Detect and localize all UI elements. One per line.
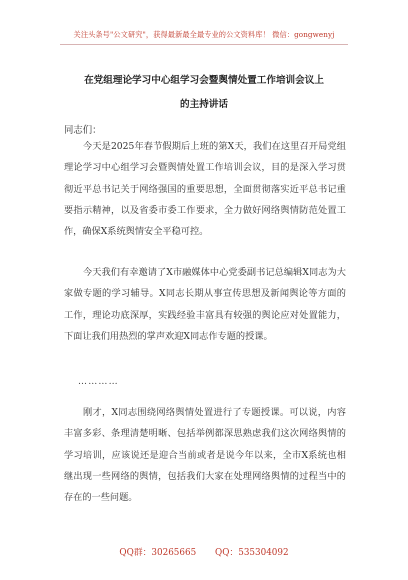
greeting: 同志们： xyxy=(64,125,102,136)
document-title-line-1: 在党组理论学习中心组学习会暨舆情处置工作培训会议上 xyxy=(84,75,324,86)
header-divider xyxy=(60,44,348,45)
header-promo-note: 关注头条号"公文研究"，获得最新最全最专业的公文资料库！ 微信：gongwenyj xyxy=(73,30,335,39)
footer-qq-number: QQ：535304092 xyxy=(215,548,289,558)
ellipsis-separator: ………… xyxy=(78,377,119,387)
body-paragraph-3: 刚才，X同志围绕网络舆情处置进行了专题授课。可以说，内容丰富多彩、条理清楚明晰、包括举例都深思熟虑我们这次网络舆情的学习培训，应该说还是迎合当前或者是说今年以来，全市X系统也相继出现一些网络的舆情，包括我们大家在处理网络舆情的过程当中的存在的一些问题。 xyxy=(64,407,346,504)
document-title-line-2: 的主持讲话 xyxy=(180,99,228,110)
body-paragraph-2: 今天我们有幸邀请了X市融媒体中心党委副书记总编辑X同志为大家做专题的学习辅导。X同志长期从事宣传思想及新闻舆论等方面的工作，理论功底深厚，实践经验丰富具有较强的舆论应对处置能力，下面让我们用热烈的掌声欢迎X同志作专题的授课。 xyxy=(64,267,346,342)
body-paragraph-1: 今天是2025年春节假期后上班的第X天，我们在这里召开局党组理论学习中心组学习会暨舆情处置工作培训会议，目的是深入学习贯彻近平总书记关于网络强国的重要思想，全面贯彻落实近平总书记重要指示精神，以及省委市委工作要求，全力做好网络舆情防范处置工作，确保X系统舆情安全平稳可控。 xyxy=(64,141,346,238)
footer-contact xyxy=(0,545,408,558)
footer-qq-group: QQ群：30265665 xyxy=(119,548,197,558)
